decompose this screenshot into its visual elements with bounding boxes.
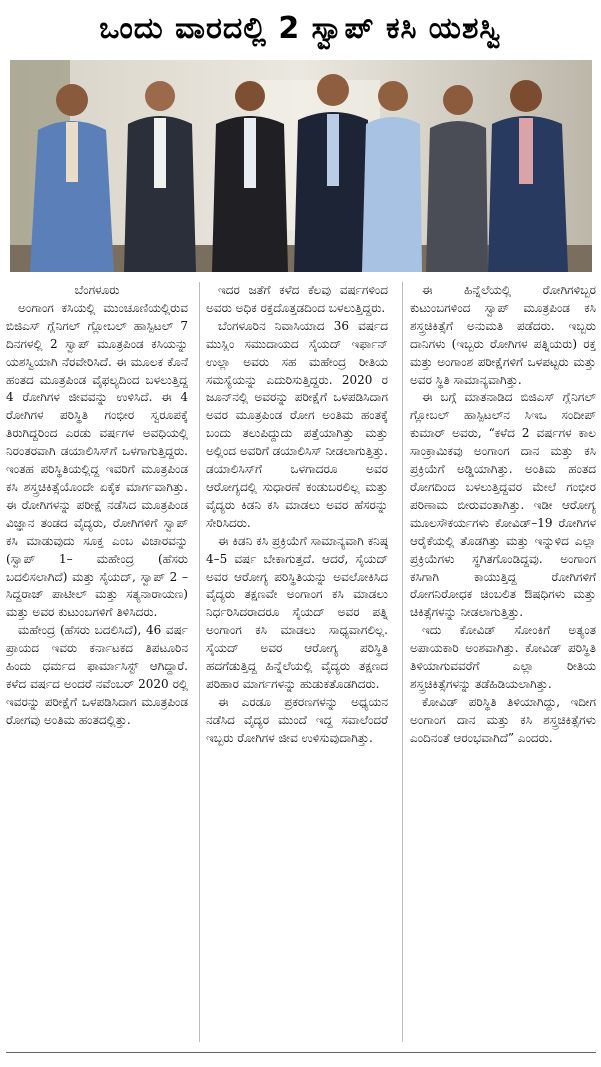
paragraph: ಮಹೇಂದ್ರ (ಹೆಸರು ಬದಲಿಸಿದೆ), 46 ವರ್ಷ ಪ್ರಾಯದ ಇವರು ಕರ್ನಾಟಕದ ತಿಪಟೂರಿನ ಹಿಂದು ಧರ್ಮದ ಫಾರ್ಮಾಸಿಸ್ಟ್ ಆಗಿದ್ದಾರೆ. ಕಳೆದ ವರ್ಷದ ಅಂದರೆ ನವೆಂಬರ್ 2020 ರಲ್ಲಿ ಇವರನ್ನು ಪರೀಕ್ಷೆಗೆ ಒಳಪಡಿಸಿದಾಗ ಮೂತ್ರಪಿಂಡ ರೋಗವು ಅಂತಿಮ ಹಂತದಲ್ಲಿತ್ತು. [6,623,188,727]
paragraph: ಬೆಂಗಳೂರಿನ ನಿವಾಸಿಯಾದ 36 ವರ್ಷದ ಮುಸ್ಲಿಂ ಸಮುದಾಯದ ಸೈಯದ್ ಇರ್ಫಾನ್ ಉಲ್ಲಾ ಅವರು ಸಹ ಮಹೇಂದ್ರ ರೀತಿಯ ಸಮಸ್ಯೆಯನ್ನು ಎದುರಿಸುತ್ತಿದ್ದರು. 2020 ರ ಜೂನ್‌ನಲ್ಲಿ ಅವರನ್ನು ಪರೀಕ್ಷೆಗೆ ಒಳಪಡಿಸಿದಾಗ ಅವರ ಮೂತ್ರಪಿಂಡ ರೋಗ ಅಂತಿಮ ಹಂತಕ್ಕೆ ಬಂದು ತಲುಪಿದ್ದುದು ಪತ್ತೆಯಾಗಿತ್ತು ಮತ್ತು ಅಲ್ಲಿಂದ ಅವರಿಗೆ ಡಯಾಲಿಸಿಸ್ ನೀಡಲಾಗುತ್ತಿತ್ತು. ಡಯಾಲಿಸಿಸ್‌ಗೆ ಒಳಗಾದರೂ ಅವರ ಆರೋಗ್ಯದಲ್ಲಿ ಸುಧಾರಣೆ ಕಂಡುಬರಲಿಲ್ಲ ಮತ್ತು ವೈದ್ಯರು ಕಿಡನಿ ಕಸಿ ಮಾಡಲು ಅವರ ಹೆಸರನ್ನು ಸೇರಿಸಿದರು. [206,318,388,530]
paragraph: ಈ ಹಿನ್ನೆಲೆಯಲ್ಲಿ ರೋಗಿಗಳಿಬ್ಬರ ಕುಟುಂಬಗಳಿಂದ ಸ್ವಾಪ್ ಮೂತ್ರಪಿಂಡ ಕಸಿ ಶಸ್ತ್ರಚಿಕಿತ್ಸೆಗೆ ಅನುಮತಿ ಪಡೆದರು. ಇಬ್ಬರು ದಾನಿಗಳು (ಇಬ್ಬರು ರೋಗಿಗಳ ಪತ್ನಿಯರು) ರಕ್ತ ಮತ್ತು ಅಂಗಾಂಶ ಪರೀಕ್ಷೆಗಳಿಗೆ ಒಳಪಟ್ಟರು ಮತ್ತು ಅವರ ಸ್ಥಿತಿ ಸಾಮಾನ್ಯವಾಗಿತ್ತು. [410,283,596,387]
paragraph: ಈ ಬಗ್ಗೆ ಮಾತನಾಡಿದ ಬಿಜಿಎಸ್ ಗ್ಲೆನಿಗಲ್ ಗ್ಲೋಬಲ್ ಹಾಸ್ಪಿಟಲ್‌ನ ಸಿಇಒ ಸಂದೀಪ್ ಕುಮಾರ್ ಅವರು, “ಕಳೆದ 2 ವರ್ಷಗಳ ಕಾಲ ಸಾಂಕ್ರಾಮಿಕವು ಅಂಗಾಂಗ ದಾನ ಮತ್ತು ಕಸಿ ಪ್ರಕ್ರಿಯೆಗೆ ಅಡ್ಡಿಯಾಗಿತ್ತು. ಅಂತಿಮ ಹಂತದ ರೋಗದಿಂದ ಬಳಲುತ್ತಿದ್ದವರ ಮೇಲೆ ಗಂಭೀರ ಪರಿಣಾಮ ಬೀರುವಂತಾಗಿತ್ತು. ಇಡೀ ಆರೋಗ್ಯ ಮೂಲಸೌಕರ್ಯಗಳು ಕೋವಿಡ್–19 ರೋಗಿಗಳ ಆರೈಕೆಯಲ್ಲಿ ತೊಡಗಿತ್ತು ಮತ್ತು ಇನ್ನುಳಿದ ಎಲ್ಲಾ ಪ್ರಕ್ರಿಯೆಗಳು ಸ್ಥಗಿತಗೊಂಡಿದ್ದವು. ಅಂಗಾಂಗ ಕಸಿಗಾಗಿ ಕಾಯುತ್ತಿದ್ದ ರೋಗಿಗಳಿಗೆ ರೋಗನಿರೋಧಕ ಚಿಂಬಲಿತ ಔಷಧಿಗಳು ಮತ್ತು ಚಿಕಿತ್ಸೆಗಳನ್ನು ನೀಡಲಾಗುತ್ತಿತ್ತು. [410,390,596,620]
headline: ಒಂದು ವಾರದಲ್ಲಿ 2 ಸ್ವಾಪ್ ಕಸಿ ಯಶಸ್ವಿ [99,10,502,46]
article-column-1 [6,282,188,1042]
paragraph: ಇದು ಕೋವಿಡ್ ಸೋಂಕಿಗೆ ಅತ್ಯಂತ ಅಪಾಯಕಾರಿ ಅಂಶವಾಗಿತ್ತು. ಕೋವಿಡ್ ಪರಿಸ್ಥಿತಿ ತಿಳಿಯಾಗುವವರೆಗೆ ಎಲ್ಲಾ ರೀತಿಯ ಶಸ್ತ್ರಚಿಕಿತ್ಸೆಗಳನ್ನು ತಡೆಹಿಡಿಯಲಾಗಿತ್ತು. [410,623,596,691]
paragraph: ಈ ಎರಡೂ ಪ್ರಕರಣಗಳನ್ನು ಅಧ್ಯಯನ ನಡೆಸಿದ ವೈದ್ಯರ ಮುಂದೆ ಇದ್ದ ಸವಾಲೆಂದರೆ ಇಬ್ಬರು ರೋಗಿಗಳ ಜೀವ ಉಳಿಸುವುದಾಗಿತ್ತು. [206,694,388,745]
bottom-rule [6,1052,596,1053]
paragraph: ಅಂಗಾಂಗ ಕಸಿಯಲ್ಲಿ ಮುಂಚೂಣಿಯಲ್ಲಿರುವ ಬಿಜಿಎಸ್ ಗ್ಲೆನಿಗಲ್ ಗ್ಲೋಬಲ್ ಹಾಸ್ಪಿಟಲ್ 7 ದಿನಗಳಲ್ಲಿ 2 ಸ್ವಾಪ್ ಮೂತ್ರಪಿಂಡ ಕಸಿಯನ್ನು ಯಶಸ್ವಿಯಾಗಿ ನೆರವೇರಿಸಿದೆ. ಈ ಮೂಲಕ ಕೊನೆ ಹಂತದ ಮೂತ್ರಪಿಂಡ ವೈಫಲ್ಯದಿಂದ ಬಳಲುತ್ತಿದ್ದ 4 ರೋಗಿಗಳ ಜೀವವನ್ನು ಉಳಿಸಿದೆ. ಈ 4 ರೋಗಿಗಳ ಪರಿಸ್ಥಿತಿ ಗಂಭೀರ ಸ್ವರೂಪಕ್ಕೆ ತಿರುಗಿದ್ದರಿಂದ ಎರಡು ವರ್ಷಗಳ ಅವಧಿಯಲ್ಲಿ ನಿರಂತರವಾಗಿ ಡಯಾಲಿಸಿಸ್‌ಗೆ ಒಳಗಾಗುತ್ತಿದ್ದರು. ಇಂತಹ ಪರಿಸ್ಥಿತಿಯಲ್ಲಿದ್ದ ಇವರಿಗೆ ಮೂತ್ರಪಿಂಡ ಕಸಿ ಶಸ್ತ್ರಚಿಕಿತ್ಸೆಯೊಂದೇ ಏಕೈಕ ಮಾರ್ಗವಾಗಿತ್ತು. ಈ ರೋಗಿಗಳನ್ನು ಪರೀಕ್ಷೆ ನಡೆಸಿದ ಮೂತ್ರಪಿಂಡ ವಿಜ್ಞಾನ ತಂಡದ ವೈದ್ಯರು, ರೋಗಿಗಳಿಗೆ ಸ್ವಾಪ್ ಕಸಿ ಮಾಡುವುದು ಸೂಕ್ತ ಎಂಬ ವಿಚಾರವನ್ನು (ಸ್ವಾಪ್ 1– ಮಹೇಂದ್ರ (ಹೆಸರು ಬದಲಿಸಲಾಗಿದೆ) ಮತ್ತು ಸೈಯದ್, ಸ್ವಾಪ್ 2 – ಸಿದ್ದರಾಜ್ ಪಾಟೀಲ್ ಮತ್ತು ಸತ್ಯನಾರಾಯಣ) ಮತ್ತು ಅವರ ಕುಟುಂಬಗಳಿಗೆ ತಿಳಿಸಿದರು. [6,300,188,620]
article-column-3 [410,282,596,1042]
column-divider [402,282,403,1042]
dateline: ಬೆಂಗಳೂರು [74,283,120,297]
group-photo [10,60,592,272]
article-column-2 [206,282,388,1042]
article-body [6,282,596,1042]
paragraph: ಈ ಕಿಡನಿ ಕಸಿ ಪ್ರಕ್ರಿಯೆಗೆ ಸಾಮಾನ್ಯವಾಗಿ ಕನಿಷ್ಠ 4–5 ವರ್ಷ ಬೇಕಾಗುತ್ತದೆ. ಆದರೆ, ಸೈಯದ್ ಅವರ ಆರೋಗ್ಯ ಪರಿಸ್ಥಿತಿಯನ್ನು ಅವಲೋಕಿಸಿದ ವೈದ್ಯರು ತಕ್ಷಣವೇ ಅಂಗಾಂಗ ಕಸಿ ಮಾಡಲು ನಿರ್ಧರಿಸಿದರಾದರೂ ಸೈಯದ್ ಅವರ ಪತ್ನಿ ಅಂಗಾಂಗ ಕಸಿ ಮಾಡಲು ಸಾಧ್ಯವಾಗಲಿಲ್ಲ. ಸೈಯದ್ ಅವರ ಆರೋಗ್ಯ ಪರಿಸ್ಥಿತಿ ಹದಗೆಡುತ್ತಿದ್ದ ಹಿನ್ನೆಲೆಯಲ್ಲಿ ವೈದ್ಯರು ತಕ್ಷಣದ ಪರಿಹಾರ ಮಾರ್ಗಗಳನ್ನು ಹುಡುಕತೊಡಗಿದರು. [206,533,388,691]
column-divider [199,282,200,1042]
paragraph: ಕೋವಿಡ್ ಪರಿಸ್ಥಿತಿ ತಿಳಿಯಾಗಿದ್ದು, ಇದೀಗ ಅಂಗಾಂಗ ದಾನ ಮತ್ತು ಕಸಿ ಶಸ್ತ್ರಚಿಕಿತ್ಸೆಗಳು ಎಂದಿನಂತೆ ಆರಂಭವಾಗಿದೆ” ಎಂದರು. [410,694,596,745]
paragraph: ಇದರ ಜತೆಗೆ ಕಳೆದ ಕೆಲವು ವರ್ಷಗಳಿಂದ ಅವರು ಅಧಿಕ ರಕ್ತದೊತ್ತಡದಿಂದ ಬಳಲುತ್ತಿದ್ದರು. [206,283,388,315]
